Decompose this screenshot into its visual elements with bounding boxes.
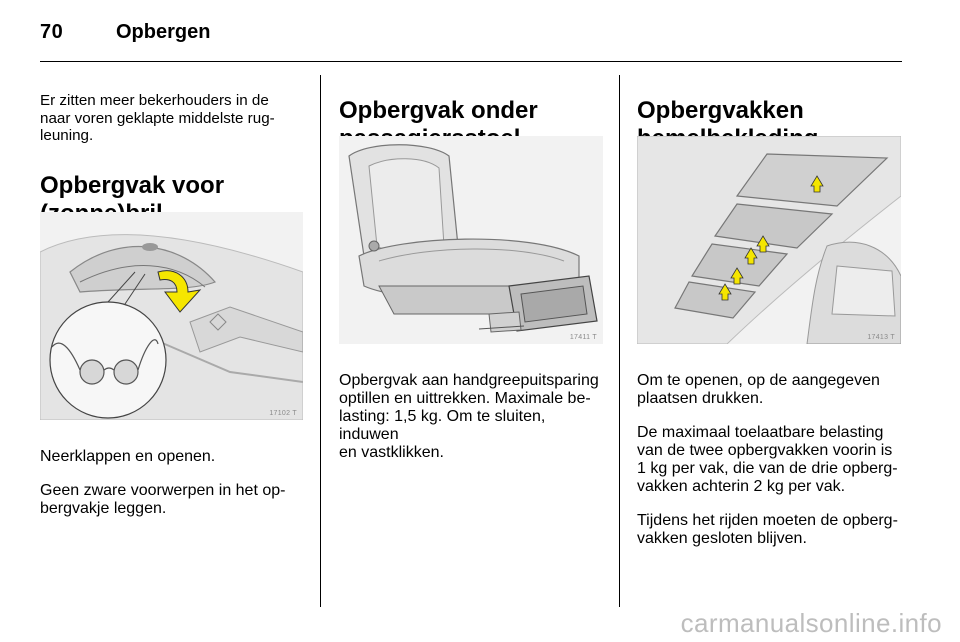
section-heading-glasses: Opbergvak voor bbox=[40, 171, 225, 199]
figure-code: 17102 T bbox=[269, 410, 297, 417]
watermark: carmanualsonline.info bbox=[680, 608, 942, 638]
paragraph-max-load: De maximaal toelaatbare belasting van de twee opbergvakken voorin is 1 kg per vak, die van de drie opberg- vakken achterin 2 kg per vak. bbox=[637, 424, 898, 495]
page-number: 70 bbox=[40, 21, 64, 43]
header-rule bbox=[40, 61, 902, 62]
figure-code: 17413 T bbox=[867, 334, 895, 341]
column-divider-1 bbox=[320, 75, 321, 607]
figure-seat-drawer bbox=[339, 136, 603, 344]
figure-headliner-compartments bbox=[637, 136, 901, 344]
paragraph-open-instruction: Om te openen, op de aangegeven plaatsen drukken. bbox=[637, 372, 880, 407]
text-block-glasses bbox=[40, 432, 302, 534]
text-block-headliner bbox=[637, 356, 905, 564]
section-heading-headliner: Opbergvakken bbox=[637, 96, 804, 124]
paragraph-fold-open: Neerklappen en openen. bbox=[40, 448, 216, 465]
figure-code: 17411 T bbox=[569, 334, 597, 341]
column-divider-2 bbox=[619, 75, 620, 607]
text-block-seat bbox=[339, 356, 605, 478]
figure-glasses-compartment bbox=[40, 212, 303, 420]
page-title: Opbergen bbox=[116, 21, 211, 43]
intro-paragraph: Er zitten meer bekerhouders in de naar voren geklapte middelste rug- leuning. bbox=[40, 92, 275, 145]
section-heading-seat: Opbergvak onder bbox=[339, 96, 538, 124]
paragraph-no-heavy-objects: Geen zware voorwerpen in het op- bergvakje leggen. bbox=[40, 482, 286, 517]
paragraph-keep-closed: Tijdens het rijden moeten de opberg- vakken gesloten blijven. bbox=[637, 512, 898, 547]
paragraph-seat-drawer: Opbergvak aan handgreepuitsparing optillen en uittrekken. Maximale be- lasting: 1,5 kg. Om te sluiten, induwen en vastklikken. bbox=[339, 372, 599, 461]
